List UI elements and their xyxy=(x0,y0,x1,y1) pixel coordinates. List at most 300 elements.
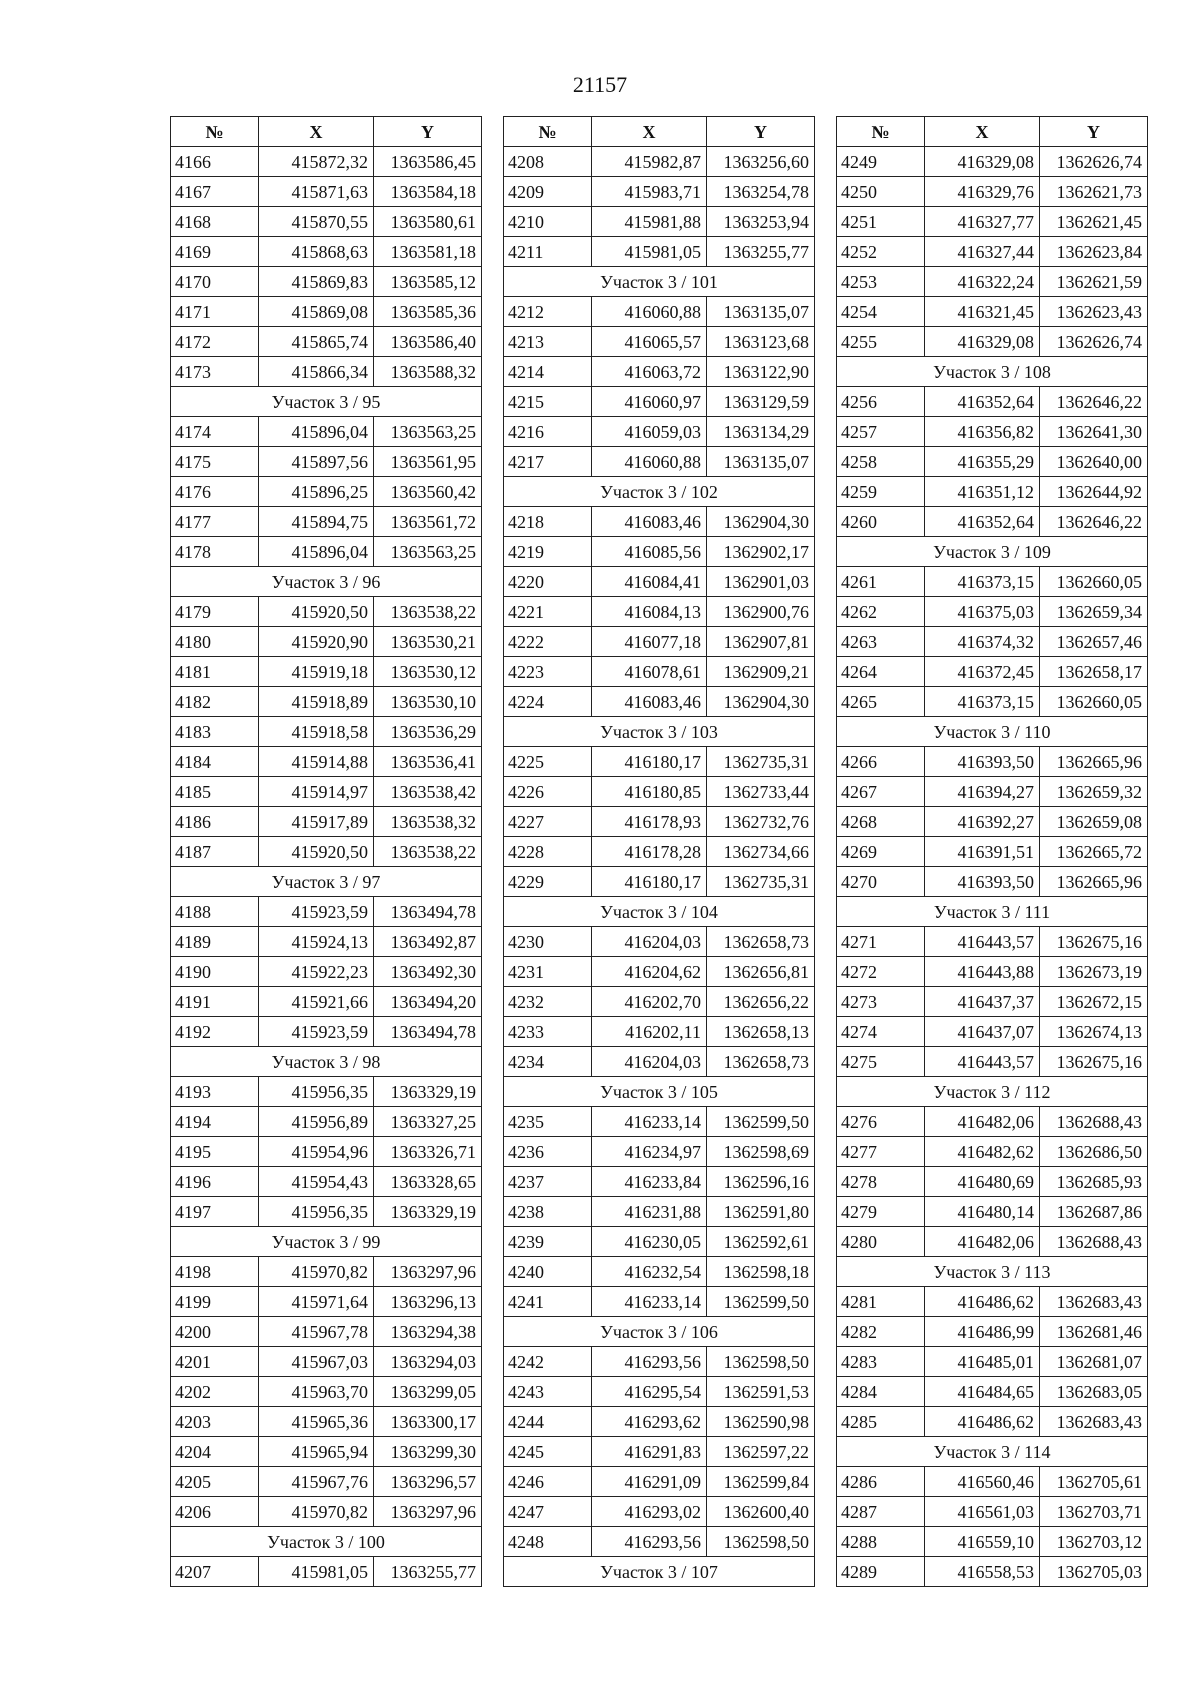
section-row xyxy=(504,897,815,927)
table-row xyxy=(504,327,815,357)
point-number-cell: 4228 xyxy=(504,837,592,867)
x-coordinate-cell: 416393,50 xyxy=(925,747,1040,777)
section-row xyxy=(171,1047,482,1077)
table-row xyxy=(171,1377,482,1407)
x-coordinate-cell: 416180,17 xyxy=(592,867,707,897)
section-title: Участок 3 / 103 xyxy=(504,717,815,747)
table-row xyxy=(837,1347,1148,1377)
x-coordinate-cell: 415954,96 xyxy=(259,1137,374,1167)
point-number-cell: 4203 xyxy=(171,1407,259,1437)
y-coordinate-cell: 1363297,96 xyxy=(374,1257,482,1287)
y-coordinate-cell: 1362600,40 xyxy=(707,1497,815,1527)
point-number-cell: 4207 xyxy=(171,1557,259,1587)
x-coordinate-cell: 416204,03 xyxy=(592,1047,707,1077)
header-y: Y xyxy=(707,117,815,147)
table-row xyxy=(171,267,482,297)
table-row xyxy=(837,837,1148,867)
table-row xyxy=(837,1287,1148,1317)
y-coordinate-cell: 1362598,69 xyxy=(707,1137,815,1167)
header-y: Y xyxy=(1040,117,1148,147)
point-number-cell: 4273 xyxy=(837,987,925,1017)
section-row xyxy=(504,1077,815,1107)
x-coordinate-cell: 415872,32 xyxy=(259,147,374,177)
y-coordinate-cell: 1363329,19 xyxy=(374,1197,482,1227)
x-coordinate-cell: 415954,43 xyxy=(259,1167,374,1197)
table-row xyxy=(171,417,482,447)
y-coordinate-cell: 1362596,16 xyxy=(707,1167,815,1197)
x-coordinate-cell: 416231,88 xyxy=(592,1197,707,1227)
y-coordinate-cell: 1363296,13 xyxy=(374,1287,482,1317)
y-coordinate-cell: 1362900,76 xyxy=(707,597,815,627)
table-row xyxy=(504,657,815,687)
y-coordinate-cell: 1363294,03 xyxy=(374,1347,482,1377)
x-coordinate-cell: 416482,06 xyxy=(925,1227,1040,1257)
point-number-cell: 4261 xyxy=(837,567,925,597)
y-coordinate-cell: 1363538,32 xyxy=(374,807,482,837)
section-row xyxy=(837,1077,1148,1107)
y-coordinate-cell: 1363327,25 xyxy=(374,1107,482,1137)
point-number-cell: 4252 xyxy=(837,237,925,267)
header-x: X xyxy=(925,117,1040,147)
table-row xyxy=(504,927,815,957)
table-row xyxy=(504,597,815,627)
x-coordinate-cell: 415918,89 xyxy=(259,687,374,717)
section-title: Участок 3 / 106 xyxy=(504,1317,815,1347)
point-number-cell: 4215 xyxy=(504,387,592,417)
table-row xyxy=(837,387,1148,417)
point-number-cell: 4202 xyxy=(171,1377,259,1407)
table-row xyxy=(171,987,482,1017)
y-coordinate-cell: 1363254,78 xyxy=(707,177,815,207)
table-row xyxy=(504,987,815,1017)
y-coordinate-cell: 1362685,93 xyxy=(1040,1167,1148,1197)
table-row xyxy=(837,1197,1148,1227)
table-row xyxy=(171,687,482,717)
table-row xyxy=(171,1107,482,1137)
x-coordinate-cell: 416558,53 xyxy=(925,1557,1040,1587)
y-coordinate-cell: 1362656,81 xyxy=(707,957,815,987)
x-coordinate-cell: 415965,94 xyxy=(259,1437,374,1467)
table-row xyxy=(837,777,1148,807)
header-x: X xyxy=(592,117,707,147)
y-coordinate-cell: 1362735,31 xyxy=(707,747,815,777)
table-row xyxy=(504,1017,815,1047)
x-coordinate-cell: 415967,78 xyxy=(259,1317,374,1347)
y-coordinate-cell: 1362675,16 xyxy=(1040,1047,1148,1077)
y-coordinate-cell: 1362672,15 xyxy=(1040,987,1148,1017)
y-coordinate-cell: 1362621,45 xyxy=(1040,207,1148,237)
section-row xyxy=(504,717,815,747)
y-coordinate-cell: 1362621,73 xyxy=(1040,177,1148,207)
table-row xyxy=(504,957,815,987)
y-coordinate-cell: 1362658,13 xyxy=(707,1017,815,1047)
y-coordinate-cell: 1362681,07 xyxy=(1040,1347,1148,1377)
table-row xyxy=(504,387,815,417)
x-coordinate-cell: 416443,57 xyxy=(925,927,1040,957)
point-number-cell: 4213 xyxy=(504,327,592,357)
y-coordinate-cell: 1362659,32 xyxy=(1040,777,1148,807)
x-coordinate-cell: 416083,46 xyxy=(592,507,707,537)
table-row xyxy=(504,867,815,897)
section-title: Участок 3 / 110 xyxy=(837,717,1148,747)
y-coordinate-cell: 1362904,30 xyxy=(707,507,815,537)
point-number-cell: 4219 xyxy=(504,537,592,567)
point-number-cell: 4173 xyxy=(171,357,259,387)
table-row xyxy=(837,297,1148,327)
table-row xyxy=(171,1557,482,1587)
point-number-cell: 4217 xyxy=(504,447,592,477)
y-coordinate-cell: 1363563,25 xyxy=(374,417,482,447)
table-row xyxy=(837,987,1148,1017)
y-coordinate-cell: 1362658,17 xyxy=(1040,657,1148,687)
table-row xyxy=(837,597,1148,627)
section-title: Участок 3 / 97 xyxy=(171,867,482,897)
x-coordinate-cell: 416373,15 xyxy=(925,687,1040,717)
x-coordinate-cell: 415896,04 xyxy=(259,537,374,567)
x-coordinate-cell: 415956,35 xyxy=(259,1077,374,1107)
y-coordinate-cell: 1362598,18 xyxy=(707,1257,815,1287)
section-title: Участок 3 / 102 xyxy=(504,477,815,507)
x-coordinate-cell: 416204,62 xyxy=(592,957,707,987)
x-coordinate-cell: 415897,56 xyxy=(259,447,374,477)
y-coordinate-cell: 1362592,61 xyxy=(707,1227,815,1257)
point-number-cell: 4248 xyxy=(504,1527,592,1557)
x-coordinate-cell: 415914,88 xyxy=(259,747,374,777)
y-coordinate-cell: 1362598,50 xyxy=(707,1527,815,1557)
x-coordinate-cell: 416233,14 xyxy=(592,1107,707,1137)
table-row xyxy=(504,1527,815,1557)
x-coordinate-cell: 416443,57 xyxy=(925,1047,1040,1077)
table-row xyxy=(171,777,482,807)
y-coordinate-cell: 1362591,53 xyxy=(707,1377,815,1407)
x-coordinate-cell: 416233,84 xyxy=(592,1167,707,1197)
y-coordinate-cell: 1363560,42 xyxy=(374,477,482,507)
y-coordinate-cell: 1362591,80 xyxy=(707,1197,815,1227)
table-row xyxy=(837,1497,1148,1527)
y-coordinate-cell: 1363563,25 xyxy=(374,537,482,567)
table-row xyxy=(837,867,1148,897)
x-coordinate-cell: 415896,04 xyxy=(259,417,374,447)
x-coordinate-cell: 416355,29 xyxy=(925,447,1040,477)
table-row xyxy=(837,1407,1148,1437)
table-row xyxy=(504,1467,815,1497)
section-row xyxy=(171,1527,482,1557)
x-coordinate-cell: 416178,28 xyxy=(592,837,707,867)
x-coordinate-cell: 415914,97 xyxy=(259,777,374,807)
table-row xyxy=(171,657,482,687)
point-number-cell: 4230 xyxy=(504,927,592,957)
point-number-cell: 4183 xyxy=(171,717,259,747)
x-coordinate-cell: 416352,64 xyxy=(925,507,1040,537)
table-row xyxy=(504,687,815,717)
table-row xyxy=(171,147,482,177)
table-row xyxy=(837,207,1148,237)
x-coordinate-cell: 416482,06 xyxy=(925,1107,1040,1137)
section-title: Участок 3 / 113 xyxy=(837,1257,1148,1287)
section-title: Участок 3 / 109 xyxy=(837,537,1148,567)
y-coordinate-cell: 1362686,50 xyxy=(1040,1137,1148,1167)
y-coordinate-cell: 1363538,22 xyxy=(374,837,482,867)
table-row xyxy=(504,1197,815,1227)
x-coordinate-cell: 416065,57 xyxy=(592,327,707,357)
y-coordinate-cell: 1363134,29 xyxy=(707,417,815,447)
y-coordinate-cell: 1363300,17 xyxy=(374,1407,482,1437)
table-row xyxy=(837,1167,1148,1197)
point-number-cell: 4220 xyxy=(504,567,592,597)
point-number-cell: 4253 xyxy=(837,267,925,297)
y-coordinate-cell: 1363581,18 xyxy=(374,237,482,267)
table-row xyxy=(504,447,815,477)
point-number-cell: 4276 xyxy=(837,1107,925,1137)
x-coordinate-cell: 416232,54 xyxy=(592,1257,707,1287)
y-coordinate-cell: 1363328,65 xyxy=(374,1167,482,1197)
table-row xyxy=(837,417,1148,447)
y-coordinate-cell: 1362640,00 xyxy=(1040,447,1148,477)
y-coordinate-cell: 1362688,43 xyxy=(1040,1107,1148,1137)
x-coordinate-cell: 416322,24 xyxy=(925,267,1040,297)
x-coordinate-cell: 415918,58 xyxy=(259,717,374,747)
y-coordinate-cell: 1363586,40 xyxy=(374,327,482,357)
point-number-cell: 4180 xyxy=(171,627,259,657)
y-coordinate-cell: 1363253,94 xyxy=(707,207,815,237)
point-number-cell: 4278 xyxy=(837,1167,925,1197)
table-row xyxy=(171,1317,482,1347)
x-coordinate-cell: 415982,87 xyxy=(592,147,707,177)
x-coordinate-cell: 416202,11 xyxy=(592,1017,707,1047)
point-number-cell: 4249 xyxy=(837,147,925,177)
table-row xyxy=(504,747,815,777)
x-coordinate-cell: 416486,99 xyxy=(925,1317,1040,1347)
x-coordinate-cell: 416233,14 xyxy=(592,1287,707,1317)
x-coordinate-cell: 416291,09 xyxy=(592,1467,707,1497)
x-coordinate-cell: 416078,61 xyxy=(592,657,707,687)
point-number-cell: 4264 xyxy=(837,657,925,687)
x-coordinate-cell: 415896,25 xyxy=(259,477,374,507)
table-row xyxy=(171,447,482,477)
table-row xyxy=(837,237,1148,267)
section-row xyxy=(504,1557,815,1587)
x-coordinate-cell: 416202,70 xyxy=(592,987,707,1017)
point-number-cell: 4169 xyxy=(171,237,259,267)
x-coordinate-cell: 416085,56 xyxy=(592,537,707,567)
table-row xyxy=(504,837,815,867)
y-coordinate-cell: 1363536,41 xyxy=(374,747,482,777)
y-coordinate-cell: 1362901,03 xyxy=(707,567,815,597)
point-number-cell: 4222 xyxy=(504,627,592,657)
x-coordinate-cell: 416393,50 xyxy=(925,867,1040,897)
x-coordinate-cell: 416180,17 xyxy=(592,747,707,777)
table-header-row xyxy=(171,117,482,147)
y-coordinate-cell: 1362732,76 xyxy=(707,807,815,837)
x-coordinate-cell: 416329,08 xyxy=(925,327,1040,357)
table-row xyxy=(837,687,1148,717)
table-row xyxy=(171,1287,482,1317)
table-row xyxy=(504,1227,815,1257)
table-row xyxy=(504,1497,815,1527)
x-coordinate-cell: 416083,46 xyxy=(592,687,707,717)
point-number-cell: 4245 xyxy=(504,1437,592,1467)
x-coordinate-cell: 416391,51 xyxy=(925,837,1040,867)
table-row xyxy=(837,1557,1148,1587)
table-row xyxy=(171,837,482,867)
table-row xyxy=(171,1347,482,1377)
table-row xyxy=(504,177,815,207)
y-coordinate-cell: 1363588,32 xyxy=(374,357,482,387)
point-number-cell: 4268 xyxy=(837,807,925,837)
x-coordinate-cell: 416373,15 xyxy=(925,567,1040,597)
point-number-cell: 4199 xyxy=(171,1287,259,1317)
x-coordinate-cell: 416059,03 xyxy=(592,417,707,447)
table-row xyxy=(837,567,1148,597)
table-row xyxy=(171,237,482,267)
header-x: X xyxy=(259,117,374,147)
table-row xyxy=(837,1467,1148,1497)
section-row xyxy=(837,1437,1148,1467)
point-number-cell: 4204 xyxy=(171,1437,259,1467)
y-coordinate-cell: 1362675,16 xyxy=(1040,927,1148,957)
point-number-cell: 4240 xyxy=(504,1257,592,1287)
y-coordinate-cell: 1362599,50 xyxy=(707,1287,815,1317)
point-number-cell: 4266 xyxy=(837,747,925,777)
y-coordinate-cell: 1362683,05 xyxy=(1040,1377,1148,1407)
y-coordinate-cell: 1363255,77 xyxy=(707,237,815,267)
table-row xyxy=(171,327,482,357)
y-coordinate-cell: 1362658,73 xyxy=(707,1047,815,1077)
section-title: Участок 3 / 112 xyxy=(837,1077,1148,1107)
x-coordinate-cell: 415983,71 xyxy=(592,177,707,207)
point-number-cell: 4237 xyxy=(504,1167,592,1197)
point-number-cell: 4231 xyxy=(504,957,592,987)
table-row xyxy=(171,927,482,957)
y-coordinate-cell: 1363299,30 xyxy=(374,1437,482,1467)
table-row xyxy=(837,1137,1148,1167)
y-coordinate-cell: 1363584,18 xyxy=(374,177,482,207)
y-coordinate-cell: 1363561,95 xyxy=(374,447,482,477)
table-row xyxy=(171,897,482,927)
x-coordinate-cell: 416437,37 xyxy=(925,987,1040,1017)
y-coordinate-cell: 1363135,07 xyxy=(707,297,815,327)
y-coordinate-cell: 1362641,30 xyxy=(1040,417,1148,447)
section-title: Участок 3 / 104 xyxy=(504,897,815,927)
x-coordinate-cell: 415967,76 xyxy=(259,1467,374,1497)
x-coordinate-cell: 416293,56 xyxy=(592,1347,707,1377)
x-coordinate-cell: 416234,97 xyxy=(592,1137,707,1167)
y-coordinate-cell: 1362687,86 xyxy=(1040,1197,1148,1227)
point-number-cell: 4233 xyxy=(504,1017,592,1047)
point-number-cell: 4172 xyxy=(171,327,259,357)
table-row xyxy=(171,1467,482,1497)
table-row xyxy=(504,627,815,657)
y-coordinate-cell: 1363296,57 xyxy=(374,1467,482,1497)
point-number-cell: 4175 xyxy=(171,447,259,477)
point-number-cell: 4279 xyxy=(837,1197,925,1227)
table-row xyxy=(837,507,1148,537)
x-coordinate-cell: 415865,74 xyxy=(259,327,374,357)
table-row xyxy=(171,1497,482,1527)
x-coordinate-cell: 416293,02 xyxy=(592,1497,707,1527)
x-coordinate-cell: 416480,14 xyxy=(925,1197,1040,1227)
point-number-cell: 4282 xyxy=(837,1317,925,1347)
y-coordinate-cell: 1362683,43 xyxy=(1040,1287,1148,1317)
point-number-cell: 4208 xyxy=(504,147,592,177)
y-coordinate-cell: 1363299,05 xyxy=(374,1377,482,1407)
coordinates-table-right xyxy=(836,116,1148,1587)
x-coordinate-cell: 415922,23 xyxy=(259,957,374,987)
y-coordinate-cell: 1363494,78 xyxy=(374,897,482,927)
header-number: № xyxy=(504,117,592,147)
point-number-cell: 4185 xyxy=(171,777,259,807)
x-coordinate-cell: 416295,54 xyxy=(592,1377,707,1407)
x-coordinate-cell: 416084,13 xyxy=(592,597,707,627)
table-header-row xyxy=(504,117,815,147)
table-row xyxy=(504,1347,815,1377)
table-row xyxy=(171,597,482,627)
x-coordinate-cell: 416293,62 xyxy=(592,1407,707,1437)
header-y: Y xyxy=(374,117,482,147)
point-number-cell: 4212 xyxy=(504,297,592,327)
x-coordinate-cell: 415870,55 xyxy=(259,207,374,237)
section-title: Участок 3 / 96 xyxy=(171,567,482,597)
table-row xyxy=(837,477,1148,507)
point-number-cell: 4214 xyxy=(504,357,592,387)
table-row xyxy=(504,1287,815,1317)
x-coordinate-cell: 416437,07 xyxy=(925,1017,1040,1047)
point-number-cell: 4238 xyxy=(504,1197,592,1227)
table-row xyxy=(171,1137,482,1167)
point-number-cell: 4188 xyxy=(171,897,259,927)
point-number-cell: 4254 xyxy=(837,297,925,327)
y-coordinate-cell: 1362658,73 xyxy=(707,927,815,957)
y-coordinate-cell: 1363538,22 xyxy=(374,597,482,627)
x-coordinate-cell: 415869,08 xyxy=(259,297,374,327)
point-number-cell: 4216 xyxy=(504,417,592,447)
y-coordinate-cell: 1362659,34 xyxy=(1040,597,1148,627)
x-coordinate-cell: 416329,76 xyxy=(925,177,1040,207)
x-coordinate-cell: 416327,44 xyxy=(925,237,1040,267)
table-row xyxy=(171,357,482,387)
y-coordinate-cell: 1362597,22 xyxy=(707,1437,815,1467)
section-title: Участок 3 / 111 xyxy=(837,897,1148,927)
table-row xyxy=(504,1257,815,1287)
section-row xyxy=(171,387,482,417)
y-coordinate-cell: 1362623,84 xyxy=(1040,237,1148,267)
point-number-cell: 4177 xyxy=(171,507,259,537)
section-title: Участок 3 / 95 xyxy=(171,387,482,417)
y-coordinate-cell: 1363255,77 xyxy=(374,1557,482,1587)
x-coordinate-cell: 415921,66 xyxy=(259,987,374,1017)
y-coordinate-cell: 1362660,05 xyxy=(1040,687,1148,717)
x-coordinate-cell: 416178,93 xyxy=(592,807,707,837)
x-coordinate-cell: 416356,82 xyxy=(925,417,1040,447)
y-coordinate-cell: 1363530,12 xyxy=(374,657,482,687)
table-row xyxy=(837,147,1148,177)
point-number-cell: 4287 xyxy=(837,1497,925,1527)
section-row xyxy=(171,1227,482,1257)
section-title: Участок 3 / 98 xyxy=(171,1047,482,1077)
table-row xyxy=(171,297,482,327)
y-coordinate-cell: 1363123,68 xyxy=(707,327,815,357)
x-coordinate-cell: 415963,70 xyxy=(259,1377,374,1407)
x-coordinate-cell: 416561,03 xyxy=(925,1497,1040,1527)
y-coordinate-cell: 1362626,74 xyxy=(1040,147,1148,177)
point-number-cell: 4259 xyxy=(837,477,925,507)
y-coordinate-cell: 1362902,17 xyxy=(707,537,815,567)
table-row xyxy=(504,237,815,267)
y-coordinate-cell: 1362656,22 xyxy=(707,987,815,1017)
point-number-cell: 4206 xyxy=(171,1497,259,1527)
x-coordinate-cell: 416394,27 xyxy=(925,777,1040,807)
x-coordinate-cell: 415923,59 xyxy=(259,1017,374,1047)
